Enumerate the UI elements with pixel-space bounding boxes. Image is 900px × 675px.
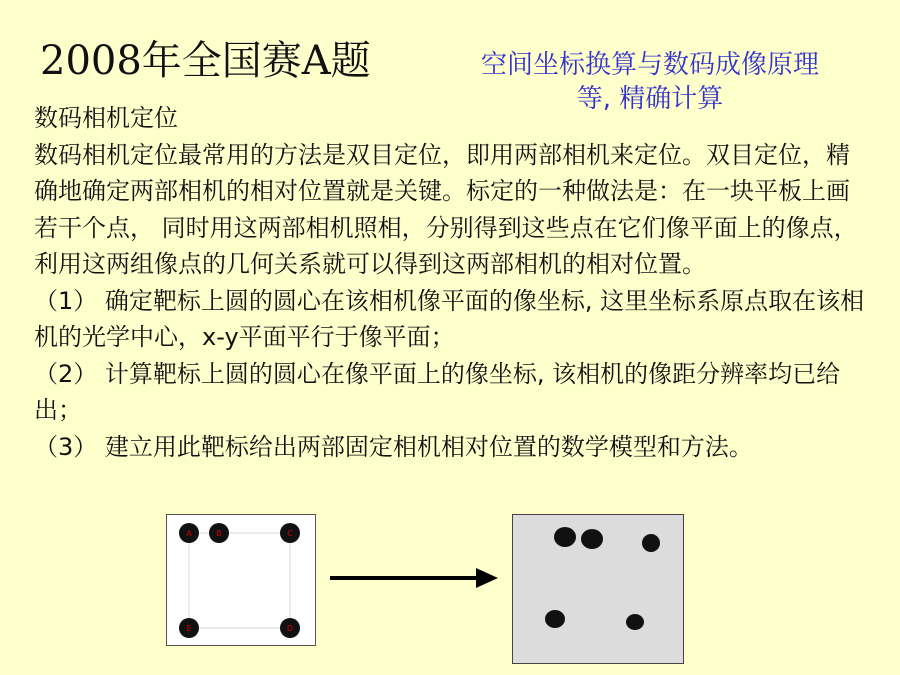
intro-paragraph: 数码相机定位最常用的方法是双目定位，即用两部相机来定位。双目定位，精确地确定两部相机的相对位置就是关键。标定的一种做法是：在一块平板上画若干个点， 同时用这两部相机照相，分别得到这些点在它们像平面上的像点，利用这两组像点的几何关系就可以得到这两部相机的相对位置。: [34, 140, 858, 278]
image-dot-b: [581, 529, 603, 549]
subtitle-line-1: 空间坐标换算与数码成像原理: [480, 50, 819, 80]
section-heading: 数码相机定位: [34, 104, 178, 132]
task-item-1: （1） 确定靶标上圆的圆心在该相机像平面的像坐标, 这里坐标系原点取在该相机的光学中心，x-y平面平行于像平面；: [34, 286, 865, 351]
target-label-c: C: [287, 529, 293, 538]
target-label-b: B: [216, 529, 222, 538]
slide-body: [34, 100, 870, 465]
target-label-e: E: [186, 624, 192, 633]
right-arrow-icon: [330, 566, 500, 590]
target-board-figure: [166, 514, 316, 646]
target-board-outline: [189, 533, 290, 628]
task-item-3: （3） 建立用此靶标给出两部固定相机相对位置的数学模型和方法。: [34, 432, 753, 461]
camera-image-figure: [512, 514, 684, 664]
image-dot-a: [554, 527, 576, 547]
image-dot-c: [642, 534, 660, 552]
task-item-2: （2） 计算靶标上圆的圆心在像平面上的像坐标, 该相机的像距分辨率均已给出；: [34, 359, 841, 424]
subtitle-line-2: 等, 精确计算: [576, 84, 724, 114]
image-dot-e: [545, 610, 565, 628]
image-dot-d: [626, 614, 644, 630]
target-label-a: A: [186, 529, 192, 538]
slide-title: 2008年全国赛A题: [40, 38, 371, 84]
camera-image-svg: [513, 515, 682, 662]
target-board-svg: [167, 515, 314, 644]
target-label-d: D: [286, 624, 294, 633]
